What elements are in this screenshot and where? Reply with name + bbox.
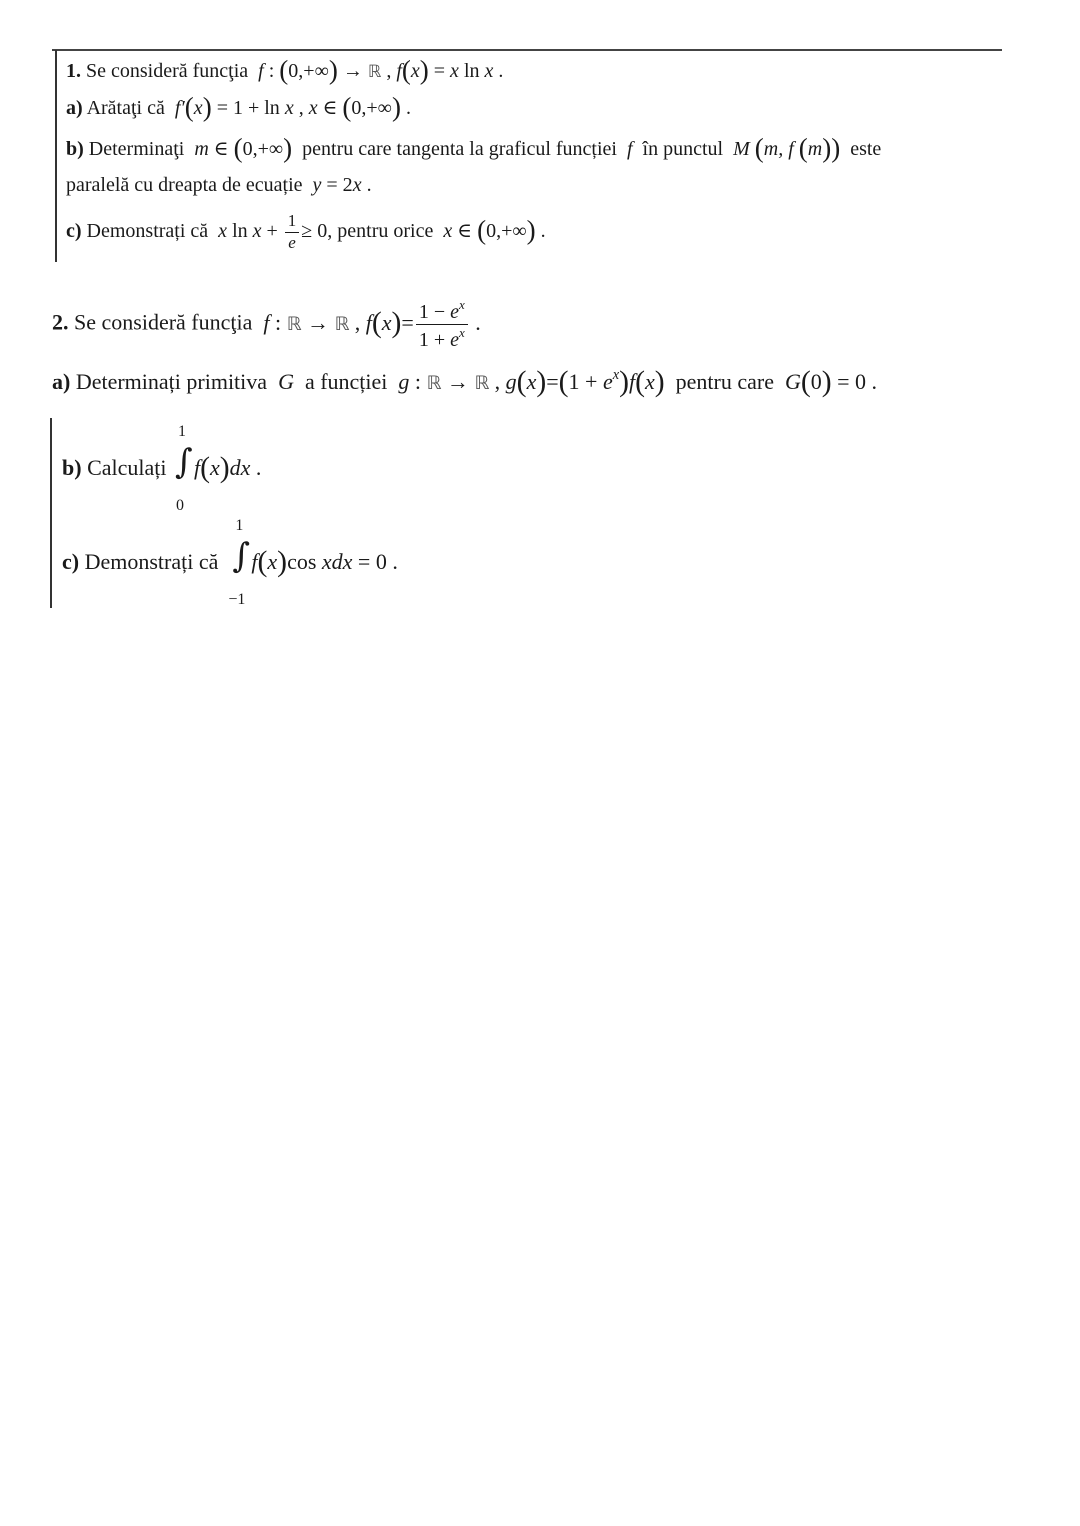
part-b-math-line: y = 2x . xyxy=(312,174,372,196)
problem1-statement xyxy=(66,55,504,85)
problem1-number: 1. xyxy=(66,60,81,82)
part-c-text: Demonstrați că xyxy=(86,219,209,242)
p2-part-b-math: f(x)dx . xyxy=(193,452,262,484)
problem2-part-b xyxy=(62,422,262,514)
p2-part-a-text-3: pentru care xyxy=(675,369,774,394)
p2-part-c-label: c) xyxy=(62,549,80,574)
problem2-part-a xyxy=(52,362,877,397)
part-b-math-m: m ∈ (0,+∞) xyxy=(194,133,293,163)
problem2-statement xyxy=(52,298,481,351)
p2-part-c-text: Demonstrați că xyxy=(84,549,219,574)
part-c-text-2: , pentru orice xyxy=(327,219,434,242)
problem2-text: Se consideră funcţia xyxy=(74,309,253,335)
part-a-label: a) xyxy=(66,97,83,119)
integral-minus1-1: ∫ 1 −1 xyxy=(228,516,251,608)
part-b-math-point: M (m, f (m)) xyxy=(733,133,841,163)
part-b-line2-text: paralelă cu dreapta de ecuație xyxy=(66,174,303,196)
problem2-part-c xyxy=(62,516,398,608)
part-a-math: f′(x) = 1 + ln x , x ∈ (0,+∞) . xyxy=(174,92,411,122)
top-rule xyxy=(52,49,1002,51)
part-c-math-2: x ∈ (0,+∞) . xyxy=(443,214,546,245)
problem1-function-def: f : (0,+∞) → ℝ , f(x) = x ln x . xyxy=(258,55,504,85)
p2-part-a-math-g: g : ℝ → ℝ , $g(x)=(1 + e^x)f(x)$ xyxy=(398,366,665,398)
integral-0-1: ∫ 1 0 xyxy=(174,422,193,514)
part-b-text-3: în punctul xyxy=(642,138,724,160)
part-b-text: Determinaţi xyxy=(88,138,185,160)
p2-part-a-text: Determinați primitiva xyxy=(75,369,268,394)
p2-part-a-math-cond: G(0) = 0 . xyxy=(784,366,878,398)
part-b-text-4: este xyxy=(850,138,882,160)
problem1-part-a xyxy=(66,92,411,122)
p2-part-c-math: f(x)cos xdx = 0 . xyxy=(251,546,398,578)
part-b-label: b) xyxy=(66,138,84,160)
problem2-number: 2. xyxy=(52,309,69,335)
problem1-left-rule xyxy=(55,50,57,262)
part-b-math-f: f xyxy=(626,138,633,160)
p2-part-a-label: a) xyxy=(52,369,71,394)
part-a-text: Arătaţi că xyxy=(86,97,165,119)
problem2-function-def: f : ℝ → ℝ , f(x)= $\frac{1 - e^x}{1 + e^x}$ . xyxy=(263,297,481,352)
p2-part-a-math-G: G xyxy=(278,369,294,394)
part-b-text-2: pentru care tangenta la graficul funcției xyxy=(302,138,617,160)
p2-part-b-label: b) xyxy=(62,455,82,480)
part-c-math: x ln x + $\frac{1}{e}$ ≥ 0 xyxy=(218,211,328,252)
part-c-label: c) xyxy=(66,219,82,242)
problem2-left-rule xyxy=(50,418,52,608)
p2-part-b-text: Calculați xyxy=(87,455,167,480)
problem1-text: Se consideră funcţia xyxy=(86,60,249,82)
p2-part-a-text-2: a funcției xyxy=(304,369,388,394)
problem1-part-b xyxy=(66,133,882,163)
problem1-part-b-line2 xyxy=(66,173,372,197)
problem1-part-c xyxy=(66,212,546,252)
